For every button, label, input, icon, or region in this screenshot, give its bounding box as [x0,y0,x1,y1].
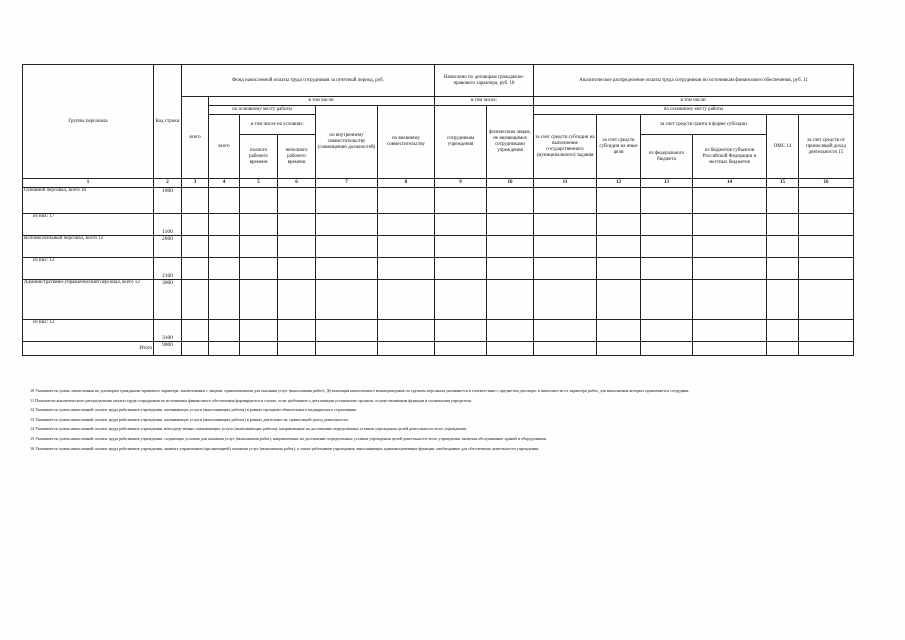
value-cell[interactable] [240,236,278,258]
value-cell[interactable] [534,214,597,236]
column-number: 13 [641,179,693,188]
value-cell[interactable] [693,188,767,214]
value-cell[interactable] [534,320,597,342]
header-regional: из бюджетов субъектов Российской Федерации и местных бюджетов [693,135,767,179]
value-cell[interactable] [799,258,854,280]
value-cell[interactable] [799,280,854,320]
table-row [23,258,854,280]
value-cell[interactable] [767,258,799,280]
value-cell[interactable] [641,280,693,320]
value-cell[interactable] [182,214,209,236]
value-cell[interactable] [278,236,316,258]
value-cell[interactable] [597,342,641,356]
value-cell[interactable] [487,214,534,236]
value-cell[interactable] [487,280,534,320]
column-number: 6 [278,179,316,188]
value-cell[interactable] [378,214,435,236]
value-cell[interactable] [693,236,767,258]
value-cell[interactable] [209,214,240,236]
value-cell[interactable] [278,342,316,356]
header-individuals: физическим лицам, не являющимся сотрудниками учреждения [487,106,534,179]
value-cell[interactable] [378,280,435,320]
table-row [23,280,854,320]
value-cell[interactable] [597,214,641,236]
value-cell[interactable] [316,236,378,258]
value-cell[interactable] [209,258,240,280]
table-row [23,342,854,356]
value-cell[interactable] [767,214,799,236]
header-oms: ОМС 14 [767,115,799,179]
value-cell[interactable] [209,342,240,356]
footnote: 11 Показатели аналитического распределения оплаты труда сотрудников по источникам финансового обеспечения формируются в случае, если требование о детализации установлено органом, осуществляющим функции и полномочия учредителя. [30,397,473,403]
value-cell[interactable] [378,258,435,280]
value-cell[interactable] [435,280,487,320]
header-analytic: Аналитическое распределение оплаты труда сотрудников по источникам финансового обеспечения, руб. 11 [534,65,854,97]
value-cell[interactable] [435,236,487,258]
value-cell[interactable] [378,320,435,342]
value-cell[interactable] [693,258,767,280]
value-cell[interactable] [209,320,240,342]
value-cell[interactable] [278,280,316,320]
header-federal: из федерального бюджета [641,135,693,179]
value-cell[interactable] [209,236,240,258]
value-cell[interactable] [767,320,799,342]
header-incl-terms: в том числе на условиях: [240,115,316,135]
value-cell[interactable] [641,342,693,356]
value-cell[interactable] [435,342,487,356]
table-row [23,236,854,258]
value-cell[interactable] [316,280,378,320]
value-cell[interactable] [435,320,487,342]
column-number: 5 [240,179,278,188]
value-cell[interactable] [182,320,209,342]
header-code: Код строки [154,65,182,179]
value-cell[interactable] [240,258,278,280]
value-cell[interactable] [182,280,209,320]
header-civil: Начислено по договорам гражданско-правового характера, руб. 18 [435,65,534,97]
column-number: 3 [182,179,209,188]
header-total2: всего [209,115,240,179]
value-cell[interactable] [597,320,641,342]
header-external: по внешнему совместительству [378,106,435,179]
header-fund: Фонд начисленной оплаты труда сотрудников за отчетный период, руб. [182,65,435,97]
footnote: 12 Указывается сумма начисленной оплаты труда работников учреждения, оказывающих услуги (выполняющих работы) в рамках программ обязательного медицинского страхования. [30,407,358,413]
header-incl-analytic: в том числе: [534,97,854,106]
column-number: 2 [154,179,182,188]
header-income: за счет средств от приносящей доход деятельности 15 [799,115,854,179]
header-subsidy-other: за счет средств субсидии на иные цели [597,115,641,179]
table-row [23,214,854,236]
header-main-place-analytic: по основному месту работы [534,106,854,115]
value-cell[interactable] [378,342,435,356]
value-cell[interactable] [641,188,693,214]
column-number: 7 [316,179,378,188]
value-cell[interactable] [316,342,378,356]
value-cell[interactable] [767,188,799,214]
value-cell[interactable] [799,342,854,356]
footnote: 14 Указывается сумма начисленной оплаты труда работников учреждения, непосредственно оказывающих услуги (выполняющих работы), направленные на достижение определенных уставом учреждения целей деятельности этого учреждения. [30,426,467,432]
value-cell[interactable] [209,280,240,320]
value-cell[interactable] [209,188,240,214]
column-number: 16 [799,179,854,188]
value-cell[interactable] [278,258,316,280]
row-code: 2000 [154,236,182,258]
header-full-time: полного рабочего времени [240,135,278,179]
value-cell[interactable] [767,280,799,320]
row-code: 1000 [154,188,182,214]
value-cell[interactable] [240,342,278,356]
value-cell[interactable] [240,320,278,342]
header-incl: в том числе: [209,97,435,106]
row-label: Вспомогательный персонал, всего 12 [23,236,154,258]
value-cell[interactable] [316,214,378,236]
value-cell[interactable] [240,188,278,214]
value-cell[interactable] [316,258,378,280]
value-cell[interactable] [641,258,693,280]
value-cell[interactable] [534,236,597,258]
footnote: 13 Указывается сумма начисленной оплаты труда работников учреждения, оказывающих услуги (выполняющих работы) в рамках деятельности, приносящей доход деятельности. [30,416,349,422]
value-cell[interactable] [487,342,534,356]
row-code: 3100 [154,320,182,342]
value-cell[interactable] [641,320,693,342]
value-cell[interactable] [597,280,641,320]
value-cell[interactable] [435,258,487,280]
value-cell[interactable] [378,236,435,258]
value-cell[interactable] [487,258,534,280]
value-cell[interactable] [182,236,209,258]
row-label: Итого [23,342,154,356]
value-cell[interactable] [534,342,597,356]
value-cell[interactable] [240,214,278,236]
value-cell[interactable] [799,236,854,258]
column-number: 15 [767,179,799,188]
payroll-table [22,64,854,356]
value-cell[interactable] [693,320,767,342]
value-cell[interactable] [316,320,378,342]
header-part-time: неполного рабочего времени [278,135,316,179]
value-cell[interactable] [487,188,534,214]
value-cell[interactable] [182,188,209,214]
header-subsidy-task: за счет средств субсидии на выполнение государственного (муниципального) задания [534,115,597,179]
column-number: 8 [378,179,435,188]
footnotes [30,388,860,455]
header-total: всего [182,97,209,179]
row-label: из них: 17 [23,214,154,236]
value-cell[interactable] [487,236,534,258]
row-label: из них: 12 [23,320,154,342]
value-cell[interactable] [182,258,209,280]
row-code: 3000 [154,280,182,320]
value-cell[interactable] [182,342,209,356]
table-row [23,188,854,214]
header-internal: по внутреннему совместительству (совмещению должностей) [316,106,378,179]
column-number: 12 [597,179,641,188]
column-number: 4 [209,179,240,188]
header-staff: сотрудникам учреждения [435,106,487,179]
row-label: Административно-управленческий персонал, всего 12 [23,280,154,320]
value-cell[interactable] [693,342,767,356]
value-cell[interactable] [378,188,435,214]
value-cell[interactable] [799,320,854,342]
header-incl-civil: в том числе: [435,97,534,106]
value-cell[interactable] [641,236,693,258]
value-cell[interactable] [597,236,641,258]
value-cell[interactable] [799,214,854,236]
column-number: 10 [487,179,534,188]
value-cell[interactable] [278,320,316,342]
footnote: 10 Указывается сумма, начисленная по договорам гражданско-правового характера, заключенным с лицами, привлекаемыми для оказания услуг (выполнения работ). Детализация начисленного вознаграждения по группам персонала указывается в соответствии с предметом договора, в зависимости от характера работ, для выполнения которых привлекается сотрудник. [30,388,690,393]
row-code: 9000 [154,342,182,356]
footnote: 16 Указывается сумма начисленной оплаты труда работников учреждения, занятых управлением (организацией) оказания услуг (выполнения работ), а также работников учреждения, выполняющих административные функции, необходимые для обеспечения деятельности учреждения. [30,445,540,451]
value-cell[interactable] [693,280,767,320]
value-cell[interactable] [534,280,597,320]
column-number: 9 [435,179,487,188]
row-code: 2100 [154,258,182,280]
column-number: 11 [534,179,597,188]
row-code: 1100 [154,214,182,236]
value-cell[interactable] [799,188,854,214]
table-row [23,320,854,342]
footnote: 15 Указывается сумма начисленной оплаты труда работников учреждения, создающих условия для оказания услуг (выполнения работ), направленных на достижение определенных уставом учреждения целей деятельности этого учреждения, включая обслуживание зданий и оборудования. [30,435,547,441]
value-cell[interactable] [767,342,799,356]
value-cell[interactable] [597,258,641,280]
column-numbers-row [23,179,854,188]
value-cell[interactable] [487,320,534,342]
value-cell[interactable] [240,280,278,320]
value-cell[interactable] [435,214,487,236]
value-cell[interactable] [693,214,767,236]
header-groups: Группы персонала [23,65,154,179]
row-label: Основной персонал, всего 16 [23,188,154,214]
header-main-place: по основному месту работы [209,106,316,115]
row-label: из них: 12 [23,258,154,280]
value-cell[interactable] [641,214,693,236]
column-number: 1 [23,179,154,188]
value-cell[interactable] [316,188,378,214]
value-cell[interactable] [597,188,641,214]
value-cell[interactable] [435,188,487,214]
header-grants: за счет средств гранта в форме субсидии [641,115,767,135]
value-cell[interactable] [278,188,316,214]
column-number: 14 [693,179,767,188]
value-cell[interactable] [534,258,597,280]
value-cell[interactable] [534,188,597,214]
value-cell[interactable] [767,236,799,258]
value-cell[interactable] [278,214,316,236]
